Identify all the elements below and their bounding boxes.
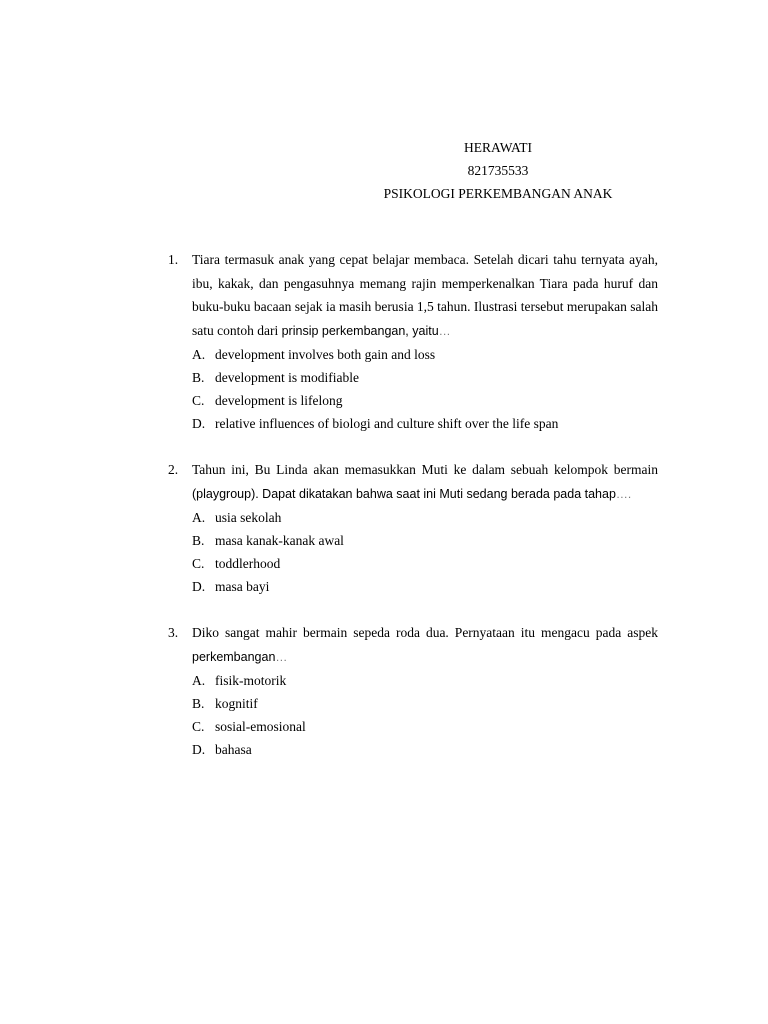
question-stem-text-sans: (playgroup). Dapat dikatakan bahwa saat ini Muti sedang berada pada tahap: [192, 486, 616, 501]
answer-option-b: [192, 366, 658, 389]
option-letter: D.: [192, 579, 206, 594]
answer-option-a: [192, 506, 658, 529]
option-text: fisik-motorik: [215, 673, 287, 688]
option-letter: D.: [192, 416, 206, 431]
answer-option-c: [192, 715, 658, 738]
answer-options: [192, 343, 658, 435]
option-letter: A.: [192, 510, 206, 525]
option-letter: A.: [192, 673, 206, 688]
answer-option-d: [192, 412, 658, 435]
answer-option-c: [192, 552, 658, 575]
question-stem-text: Tahun ini, Bu Linda akan memasukkan Muti ke dalam sebuah kelompok bermain: [192, 462, 658, 477]
option-text: bahasa: [215, 742, 252, 757]
answer-option-d: [192, 575, 658, 598]
option-text: development involves both gain and loss: [215, 347, 436, 362]
student-id: 821735533: [467, 163, 529, 178]
option-letter: C.: [192, 719, 205, 734]
option-text: masa kanak-kanak awal: [215, 533, 344, 548]
option-text: development is modifiable: [215, 370, 359, 385]
question-stem: [192, 458, 658, 506]
option-text: masa bayi: [215, 579, 270, 594]
question-ellipsis: …: [275, 649, 288, 664]
answer-option-c: [192, 389, 658, 412]
answer-options: [192, 669, 658, 761]
option-letter: B.: [192, 533, 205, 548]
author-name: HERAWATI: [464, 140, 532, 155]
answer-option-b: [192, 529, 658, 552]
question-number: 2.: [168, 462, 179, 477]
question-stem: [192, 248, 658, 343]
option-letter: B.: [192, 696, 205, 711]
answer-option-d: [192, 738, 658, 761]
question-stem-text-sans: perkembangan: [192, 649, 276, 664]
option-text: toddlerhood: [215, 556, 281, 571]
answer-options: [192, 506, 658, 598]
option-letter: C.: [192, 556, 205, 571]
option-text: sosial-emosional: [215, 719, 306, 734]
option-text: usia sekolah: [215, 510, 282, 525]
question-3: [168, 621, 658, 761]
option-letter: A.: [192, 347, 206, 362]
option-letter: C.: [192, 393, 205, 408]
question-ellipsis: …: [438, 323, 451, 338]
answer-option-a: [192, 669, 658, 692]
answer-option-a: [192, 343, 658, 366]
option-text: relative influences of biologi and culture shift over the life span: [215, 416, 559, 431]
question-2: [168, 458, 658, 598]
question-stem: [192, 621, 658, 669]
question-list: [168, 248, 658, 761]
question-stem-text: Tiara termasuk anak yang cepat belajar membaca. Setelah dicari tahu ternyata ayah, ibu, kakak, dan pengasuhnya memang rajin memperkenalkan Tiara pada huruf dan buku-buku bacaan sejak ia masih berusia 1,5 tahun. Ilustrasi tersebut merupakan salah satu contoh dari: [192, 252, 658, 338]
question-stem-text: Diko sangat mahir bermain sepeda roda dua. Pernyataan itu mengacu pada aspek: [192, 625, 658, 640]
question-number: 3.: [168, 625, 179, 640]
question-1: [168, 248, 658, 435]
option-text: kognitif: [215, 696, 258, 711]
question-number: 1.: [168, 252, 179, 267]
document-header: [330, 136, 666, 205]
question-ellipsis: ….: [615, 486, 632, 501]
course-title: PSIKOLOGI PERKEMBANGAN ANAK: [383, 186, 613, 201]
question-stem-text-sans: prinsip perkembangan, yaitu: [281, 323, 439, 338]
option-text: development is lifelong: [215, 393, 343, 408]
option-letter: B.: [192, 370, 205, 385]
option-letter: D.: [192, 742, 206, 757]
answer-option-b: [192, 692, 658, 715]
